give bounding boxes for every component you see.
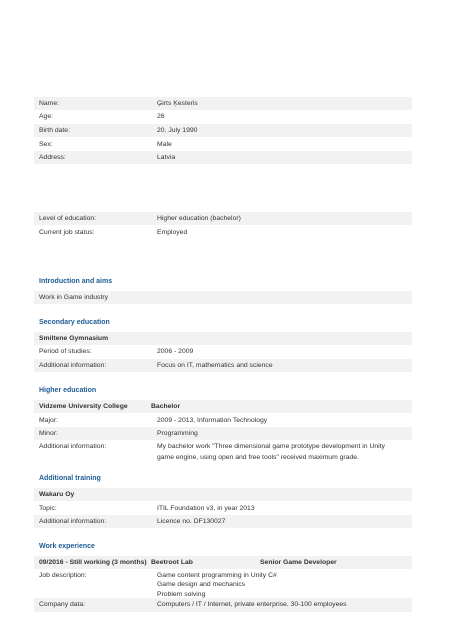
training-info-row (34, 515, 412, 528)
major-value: 2009 - 2013, Information Technology (157, 417, 268, 424)
work-company: Beetroot Lab (151, 559, 193, 566)
work-position: Senior Game Developer (260, 559, 337, 566)
age-value: 26 (157, 113, 165, 120)
secondary-info-value: Focus on IT, mathematics and science (157, 362, 273, 369)
major-row (34, 414, 412, 427)
job-description-line: Game content programming in Unity C# (157, 572, 277, 579)
secondary-school: Smiltene Gymnasium (39, 335, 109, 342)
training-info-label: Additional information: (39, 518, 107, 525)
company-data-label: Company data: (39, 601, 86, 608)
name-row (34, 97, 412, 110)
higher-heading: Higher education (39, 387, 97, 394)
secondary-school-row (34, 332, 412, 345)
sex-value: Male (157, 141, 172, 148)
higher-school: Vidzeme University College (39, 403, 128, 410)
education-level-row (34, 212, 412, 225)
education-level-label: Level of education: (39, 215, 97, 222)
birth-date-value: 20. July 1990 (157, 127, 198, 134)
job-description-line: Game design and mechanics (157, 581, 246, 589)
job-status-label: Current job status: (39, 229, 95, 236)
major-label: Major: (39, 417, 58, 424)
job-description-line: Problem solving (157, 590, 206, 598)
sex-label: Sex: (39, 141, 53, 148)
training-org-row (34, 488, 412, 501)
age-row (34, 110, 412, 123)
address-label: Address: (39, 154, 66, 161)
training-org: Wakaru Oy (39, 491, 75, 498)
work-heading: Work experience (39, 543, 95, 550)
topic-label: Topic: (39, 505, 57, 512)
study-period-label: Period of studies: (39, 348, 92, 355)
job-description-value (157, 571, 407, 599)
education-level-value: Higher education (bachelor) (157, 215, 241, 222)
name-value: Ģirts Ķesteris (157, 100, 198, 107)
intro-heading: Introduction and aims (39, 278, 113, 285)
topic-row (34, 502, 412, 515)
birth-date-row (34, 124, 412, 137)
secondary-info-row (34, 359, 412, 372)
higher-info-row (34, 441, 412, 463)
secondary-info-label: Additional information: (39, 362, 107, 369)
degree: Bachelor (151, 403, 181, 410)
intro-row (34, 291, 412, 304)
higher-school-row (34, 400, 412, 413)
job-status-row (34, 226, 412, 239)
training-heading: Additional training (39, 475, 101, 482)
secondary-heading: Secondary education (39, 319, 110, 326)
address-row (34, 151, 412, 164)
company-data-row (34, 598, 412, 612)
higher-info-value (157, 442, 407, 463)
minor-value: Programming (157, 430, 198, 437)
higher-info-line: My bachelor work "Three dimensional game prototype development in Unity (157, 443, 385, 450)
birth-date-label: Birth date: (39, 127, 70, 134)
higher-info-label: Additional information: (39, 443, 107, 450)
job-description-label: Job description: (39, 572, 87, 579)
address-value: Latvia (157, 154, 176, 161)
job-description-row (34, 570, 412, 600)
higher-info-line: game engine, using open and free tools" received maximum grade. (157, 453, 359, 461)
work-period: 09/2016 - Still working (3 months) (39, 559, 147, 566)
study-period-row (34, 345, 412, 358)
age-label: Age: (39, 113, 53, 120)
study-period-value: 2006 - 2009 (157, 348, 194, 355)
minor-label: Minor: (39, 430, 58, 437)
intro-text: Work in Game industry (39, 294, 108, 301)
minor-row (34, 427, 412, 440)
job-status-value: Employed (157, 229, 188, 236)
topic-value: ITIL Foundation v3, in year 2013 (157, 505, 255, 512)
work-header-row (34, 556, 412, 569)
training-info-value: Licence no. DF130027 (157, 518, 226, 525)
sex-row (34, 138, 412, 151)
company-data-value: Computers / IT / Internet, private enterprise, 30-100 employees (157, 601, 347, 608)
name-label: Name: (39, 100, 60, 107)
